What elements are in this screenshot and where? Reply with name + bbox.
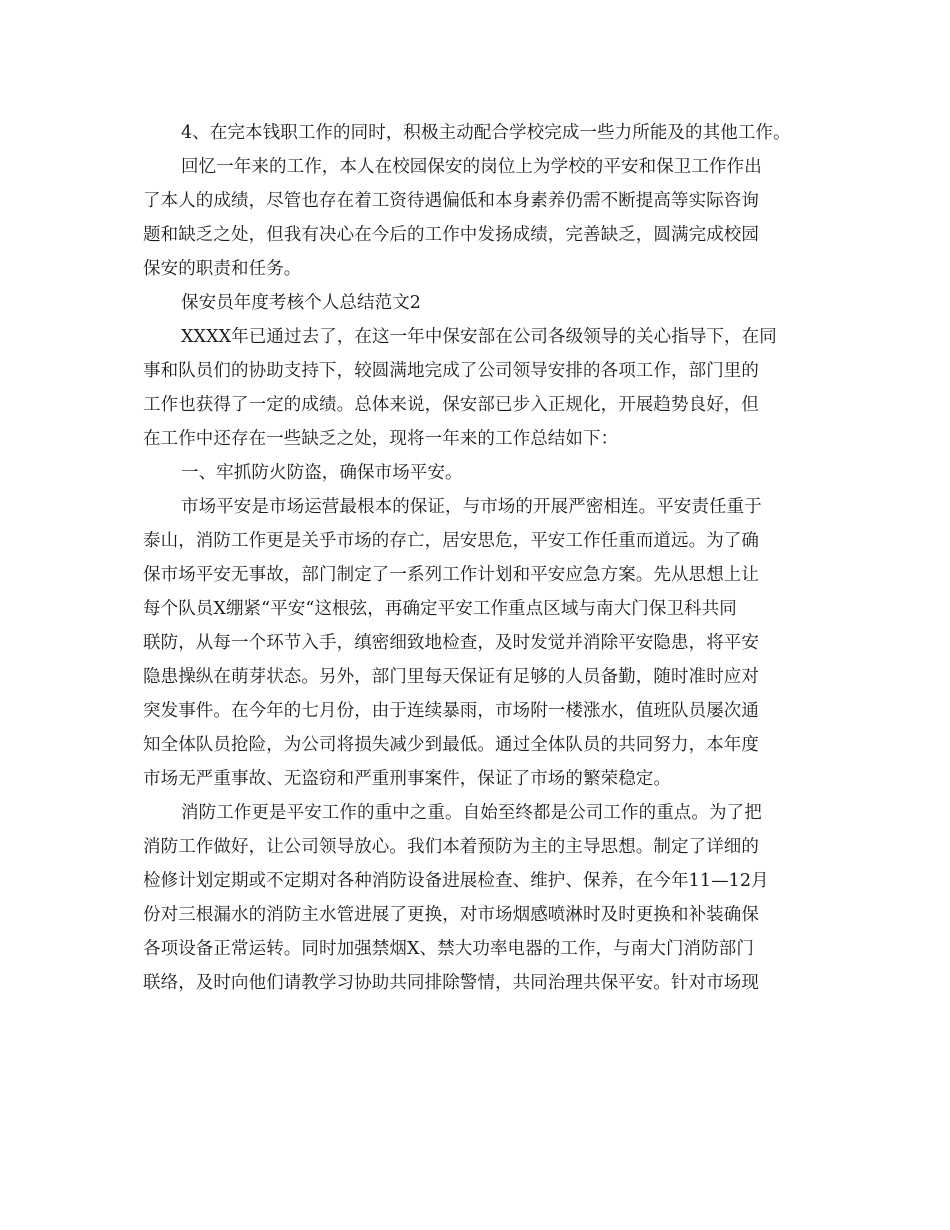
text-line: 了本人的成绩，尽管也存在着工资待遇偏低和本身素养仍需不断提高等实际咨询	[143, 191, 759, 211]
text-line: 突发事件。在今年的七月份，由于连续暴雨，市场附一楼涨水，值班队员屡次通	[143, 701, 759, 721]
text-line: 份对三根漏水的消防主水管进展了更换，对市场烟感喷淋时及时更换和补装确保	[143, 905, 759, 925]
text-line: XXXX年已通过去了，在这一年中保安部在公司各级领导的关心指导下，在同	[181, 327, 777, 347]
text-line: 工作也获得了一定的成绩。总体来说，保安部已步入正规化，开展趋势良好，但	[143, 395, 759, 415]
text-line: 保安的职责和任务。	[143, 259, 302, 279]
text-line: 知全体队员抢险，为公司将损失减少到最低。通过全体队员的共同努力，本年度	[143, 735, 759, 755]
text-line: 联络，及时向他们请教学习协助共同排除警情，共同治理共保平安。针对市场现	[143, 973, 759, 993]
subsection-heading: 一、牢抓防火防盗，确保市场平安。	[181, 463, 463, 483]
text-line: 每个队员X绷紧“平安“这根弦，再确定平安工作重点区域与南大门保卫科共同	[143, 599, 737, 619]
text-line: 消防工作做好，让公司领导放心。我们本着预防为主的主导思想。制定了详细的	[143, 837, 759, 857]
text-line: 泰山，消防工作更是关乎市场的存亡，居安思危，平安工作任重而道远。为了确	[143, 531, 759, 551]
text-line: 各项设备正常运转。同时加强禁烟X、禁大功率电器的工作，与南大门消防部门	[143, 939, 754, 959]
text-line: 市场平安是市场运营最根本的保证，与市场的开展严密相连。平安责任重于	[181, 497, 762, 517]
text-line: 事和队员们的协助支持下，较圆满地完成了公司领导安排的各项工作，部门里的	[143, 361, 759, 381]
text-line: 题和缺乏之处，但我有决心在今后的工作中发扬成绩，完善缺乏，圆满完成校园	[143, 225, 759, 245]
text-line: 4、在完本钱职工作的同时，积极主动配合学校完成一些力所能及的其他工作。	[181, 123, 791, 143]
text-line: 联防，从每一个环节入手，缜密细致地检查，及时发觉并消除平安隐患，将平安	[143, 633, 759, 653]
text-line: 市场无严重事故、无盗窃和严重刑事案件，保证了市场的繁荣稳定。	[143, 769, 671, 789]
text-line: 检修计划定期或不定期对各种消防设备进展检查、维护、保养，在今年11—12月	[143, 871, 769, 891]
text-line: 在工作中还存在一些缺乏之处，现将一年来的工作总结如下：	[143, 429, 619, 449]
text-line: 隐患操纵在萌芽状态。另外，部门里每天保证有足够的人员备勤，随时准时应对	[143, 667, 759, 687]
section-heading: 保安员年度考核个人总结范文2	[181, 293, 422, 313]
text-line: 消防工作更是平安工作的重中之重。自始至终都是公司工作的重点。为了把	[181, 803, 762, 823]
text-line: 保市场平安无事故，部门制定了一系列工作计划和平安应急方案。先从思想上让	[143, 565, 759, 585]
text-line: 回忆一年来的工作，本人在校园保安的岗位上为学校的平安和保卫工作作出	[181, 157, 762, 177]
